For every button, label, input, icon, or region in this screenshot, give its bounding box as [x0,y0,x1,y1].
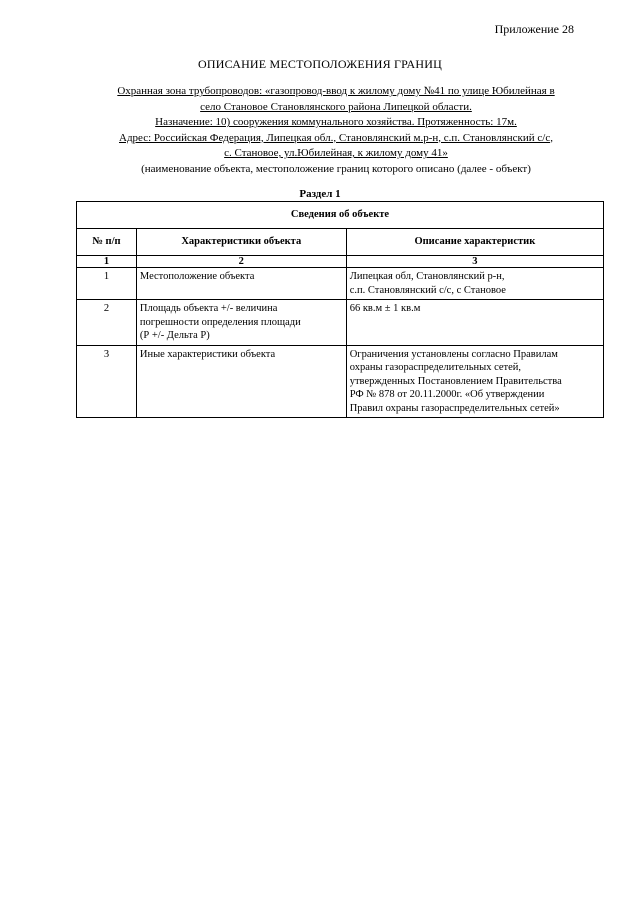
description-line: с. Становое, ул.Юбилейная, к жилому дому 41» [224,147,448,159]
section-title: Раздел 1 [299,188,341,200]
row-characteristic [136,268,346,300]
document-title: ОПИСАНИЕ МЕСТОПОЛОЖЕНИЯ ГРАНИЦ [198,57,442,71]
table-caption: Сведения об объекте [77,202,604,229]
description-note: (наименование объекта, местоположение границ которого описано (далее - объект) [141,162,531,175]
cell-line: охраны газораспределительных сетей, [349,362,522,373]
cell-line: Правил охраны газораспределительных сетей» [349,402,560,414]
appendix-label: Приложение 28 [494,22,574,36]
header-description: Описание характеристик [346,229,603,256]
cell-line: Иные характеристики объекта [139,348,276,360]
row-number: 2 [77,300,137,346]
cell-line: 66 кв.м ± 1 кв.м [349,303,421,314]
table-row [77,268,604,300]
table-row [77,300,604,346]
header-number: № п/п [77,229,137,256]
description-line: Назначение: 10) сооружения коммунального хозяйства. Протяженность: 17м. [155,116,517,128]
description-line: Охранная зона трубопроводов: «газопровод-ввод к жилому дому №41 по улице Юбилейная в [117,85,555,97]
column-number: 1 [77,256,137,268]
description-line: Адрес: Российская Федерация, Липецкая обл., Становлянский м.р-н, с.п. Становлянский с/с, [119,131,553,144]
object-description [66,84,606,177]
column-number-row [77,256,604,268]
row-characteristic [136,345,346,418]
cell-line: РФ № 878 от 20.11.2000г. «Об утверждении [349,389,545,400]
table-header-row [77,229,604,256]
header-characteristic: Характеристики объекта [136,229,346,256]
table-caption-row [77,202,604,229]
row-characteristic [136,300,346,346]
cell-line: Площадь объекта +/- величина [139,303,278,314]
row-description [346,345,603,418]
row-number: 1 [77,268,137,300]
cell-line: Местоположение объекта [139,271,255,282]
description-line: село Становое Становлянского района Липецкой области. [200,100,472,113]
column-number: 3 [346,256,603,268]
row-description [346,268,603,300]
row-number: 3 [77,345,137,418]
table-row [77,345,604,418]
row-description [346,300,603,346]
cell-line: утвержденных Постановлением Правительства [349,375,562,387]
object-info-table [76,201,604,418]
column-number: 2 [136,256,346,268]
cell-line: (Р +/- Дельта Р) [139,330,210,341]
cell-line: Липецкая обл, Становлянский р-н, [349,271,505,282]
cell-line: погрешности определения площади [139,316,301,328]
cell-line: Ограничения установлены согласно Правилам [349,348,558,360]
cell-line: с.п. Становлянский с/с, с Становое [349,284,506,296]
